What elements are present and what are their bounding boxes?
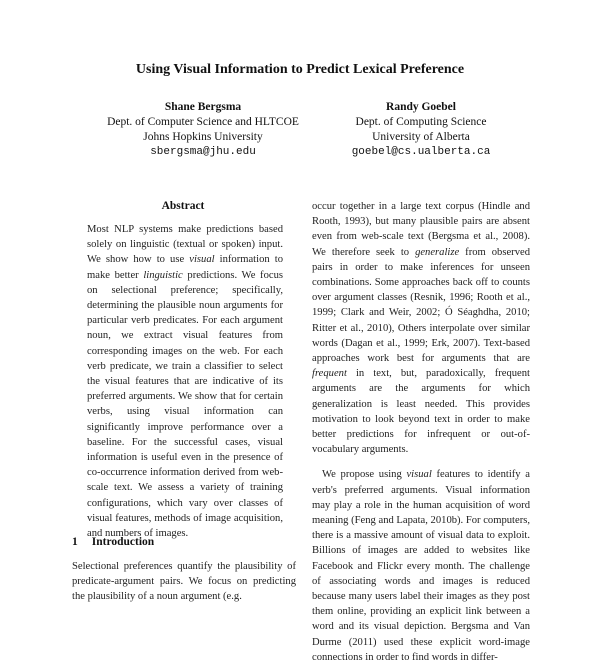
author-block-2: [301, 100, 541, 160]
emphasis: frequent: [312, 368, 347, 380]
emphasis: visual: [189, 254, 215, 266]
abstract-body: Most NLP systems make predictions based solely on linguistic (textual or spoken) input. We show how to use visual information to make better linguistic predictions. We focus on selectional preference; specifically, determining the plausible noun arguments for particular verb predicates. For each argument noun, we extract visual features from corresponding images on the web. For each verb predicate, we train a classifier to select the visual features that are indicative of its preferred arguments. We show that for certain verbs, using visual information can significantly improve performance over a baseline. For the successful cases, visual information is useful even in the presence of co-occurrence information derived from web-scale text. We assess a variety of training configurations, which vary over classes of visual features, methods of image acquisition, and numbers of images.: [87, 224, 283, 540]
author-name: Shane Bergsma: [164, 101, 242, 113]
author-institution: University of Alberta: [372, 131, 470, 143]
author-email: sbergsma@jhu.edu: [150, 146, 256, 158]
section-heading-introduction: [72, 536, 154, 548]
paragraph: occur together in a large text corpus (Hindle and Rooth, 1993), but many plausible pairs are absent even from web-scale text (Bergsma et al., 2008). We therefore seek to generalize from observed pairs in order to make inferences for unseen combinations. Some approaches back off to counts over argument classes (Resnik, 1996; Rooth et al., 1999; Clark and Weir, 2002; Ó Séaghdha, 2010; Ritter et al., 2010), Others interpolate over similar words (Dagan et al., 1999; Erk, 2007). Text-based approaches work best for arguments that are frequent in text, but, paradoxically, frequent arguments are the arguments for which generalization is least needed. This provides motivation to look beyond text in order to make better predictions for infrequent or out-of-vocabulary arguments.: [312, 201, 530, 456]
section-number: 1: [72, 536, 78, 548]
author-block-1: [83, 100, 323, 160]
paragraph: We propose using visual features to identify a verb's preferred arguments. Visual information may play a role in the human acquisition of word meaning (Feng and Lapata, 2010b). For computers, there is a massive amount of visual data to exploit. Billions of images are added to websites like Facebook and Flickr every month. The challenge of associating words and images is reduced because many users label their images as they post them online, providing an explicit link between a word and its visual depiction. Bergsma and Van Durme (2011) used these explicit word-image connections in order to find words in differ-: [312, 469, 531, 663]
author-email: goebel@cs.ualberta.ca: [351, 146, 491, 158]
emphasis: generalize: [415, 246, 460, 258]
author-institution: Johns Hopkins University: [143, 131, 263, 143]
author-affiliation: Dept. of Computing Science: [355, 116, 487, 128]
section-title: Introduction: [91, 536, 155, 548]
author-affiliation: Dept. of Computer Science and HLTCOE: [107, 116, 299, 128]
emphasis: linguistic: [143, 269, 183, 281]
abstract-heading: Abstract: [161, 200, 205, 212]
emphasis: visual: [406, 469, 432, 481]
paper-title: Using Visual Information to Predict Lexical Preference: [135, 62, 465, 77]
introduction-text: Selectional preferences quantify the plausibility of predicate-argument pairs. We focus on predicting the plausibility of a noun argument (e.g.: [72, 561, 296, 603]
right-column-text: [312, 199, 530, 665]
author-name: Randy Goebel: [386, 101, 456, 113]
